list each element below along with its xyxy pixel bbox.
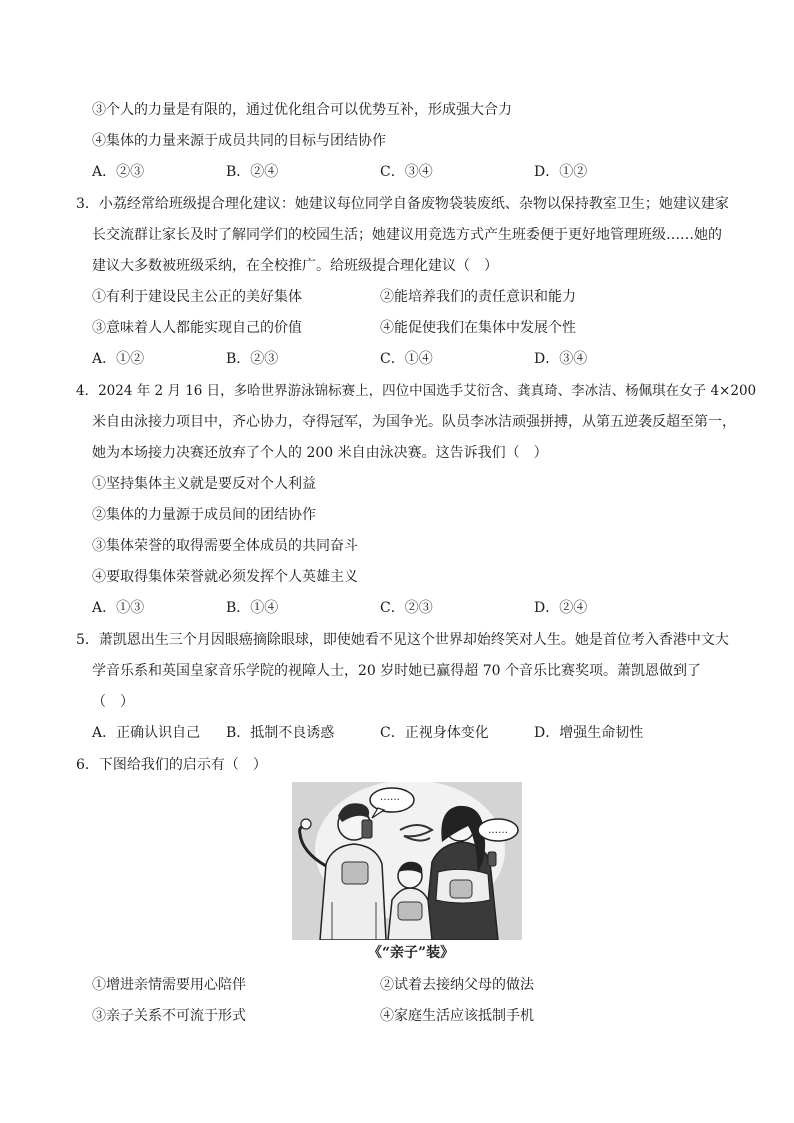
q5-stem-line-2: 学音乐系和英国皇家音乐学院的视障人士，20 岁时她已赢得超 70 个音乐比赛奖项。萧凯恩做到了 <box>92 663 701 679</box>
q4-choice-c: C．②③ <box>380 600 433 616</box>
q3-choice-c: C．①④ <box>380 351 433 367</box>
q5-choice-c: C．正视身体变化 <box>380 725 489 741</box>
figure-caption: 《“亲子”装》 <box>368 945 455 961</box>
q6-option-2: ②试着去接纳父母的做法 <box>380 977 534 993</box>
q6-option-3: ③亲子关系不可流于形式 <box>92 1008 246 1024</box>
q2-choice-b: B．②④ <box>226 164 279 180</box>
q5-stem-line-1: 5．萧凯恩出生三个月因眼癌摘除眼球，即使她看不见这个世界却始终笑对人生。她是首位考入香港中文大 <box>76 632 729 648</box>
father-bubble-text: …… <box>380 792 400 803</box>
q3-stem-line-3: 建议大多数被班级采纳，在全校推广。给班级提合理化建议（ ） <box>92 258 498 274</box>
child-shirt-print <box>398 902 422 920</box>
mother-bubble-text: …… <box>488 825 508 836</box>
q4-stem-line-2: 米自由泳接力项目中，齐心协力，夺得冠军，为国争光。队员李冰洁顽强拼搏，从第五逆袭反超至第一， <box>92 414 736 430</box>
q2-choice-a: A．②③ <box>92 164 145 180</box>
q3-choice-b: B．②③ <box>226 351 279 367</box>
q3-choice-d: D．③④ <box>534 351 588 367</box>
q4-choice-b: B．①④ <box>226 600 279 616</box>
q6-option-4: ④家庭生活应该抵制手机 <box>380 1008 534 1024</box>
q5-choice-a: A．正确认识自己 <box>92 725 201 741</box>
q4-choice-d: D．②④ <box>534 600 588 616</box>
mother-shirt-print <box>450 880 472 898</box>
q3-option-1: ①有利于建设民主公正的美好集体 <box>92 289 302 305</box>
mother-phone-icon <box>488 852 496 866</box>
q2-option-3: ③个人的力量是有限的，通过优化组合可以优势互补，形成强大合力 <box>92 102 512 118</box>
q5-stem-line-3: （ ） <box>92 694 134 710</box>
q3-stem-line-2: 长交流群让家长及时了解同学们的校园生活；她建议用竞选方式产生班委便于更好地管理班级……她的 <box>92 227 722 243</box>
q4-option-3: ③集体荣誉的取得需要全体成员的共同奋斗 <box>92 538 358 554</box>
q3-option-2: ②能培养我们的责任意识和能力 <box>380 289 576 305</box>
father-shirt-print <box>342 862 368 884</box>
q3-stem-line-1: 3．小荔经常给班级提合理化建议：她建议每位同学自备废物袋装废纸、杂物以保持教室卫生；她建议建家 <box>76 196 729 212</box>
q6-option-1: ①增进亲情需要用心陪伴 <box>92 977 246 993</box>
parent-child-outfit-illustration <box>292 782 522 940</box>
q2-choice-c: C．③④ <box>380 164 433 180</box>
q4-stem-line-3: 她为本场接力决赛还放弃了个人的 200 米自由泳决赛。这告诉我们（ ） <box>92 445 548 461</box>
q6-stem: 6．下图给我们的启示有（ ） <box>76 757 267 773</box>
q4-choice-a: A．①③ <box>92 600 145 616</box>
q3-choice-a: A．①② <box>92 351 145 367</box>
q3-option-3: ③意味着人人都能实现自己的价值 <box>92 320 302 336</box>
q4-option-2: ②集体的力量源于成员间的团结协作 <box>92 507 316 523</box>
father-phone-icon <box>362 820 372 838</box>
q5-choice-d: D．增强生命韧性 <box>534 725 644 741</box>
q3-option-4: ④能促使我们在集体中发展个性 <box>380 320 576 336</box>
q5-choice-b: B．抵制不良诱惑 <box>226 725 335 741</box>
q2-option-4: ④集体的力量来源于成员共同的目标与团结协作 <box>92 133 386 149</box>
q4-stem-line-1: 4．2024 年 2 月 16 日，多哈世界游泳锦标赛上，四位中国选手艾衍含、龚真琦、李冰洁、杨佩琪在女子 4×200 <box>76 383 757 399</box>
q4-option-4: ④要取得集体荣誉就必须发挥个人英雄主义 <box>92 569 358 585</box>
q2-choice-d: D．①② <box>534 164 588 180</box>
q4-option-1: ①坚持集体主义就是要反对个人利益 <box>92 476 316 492</box>
